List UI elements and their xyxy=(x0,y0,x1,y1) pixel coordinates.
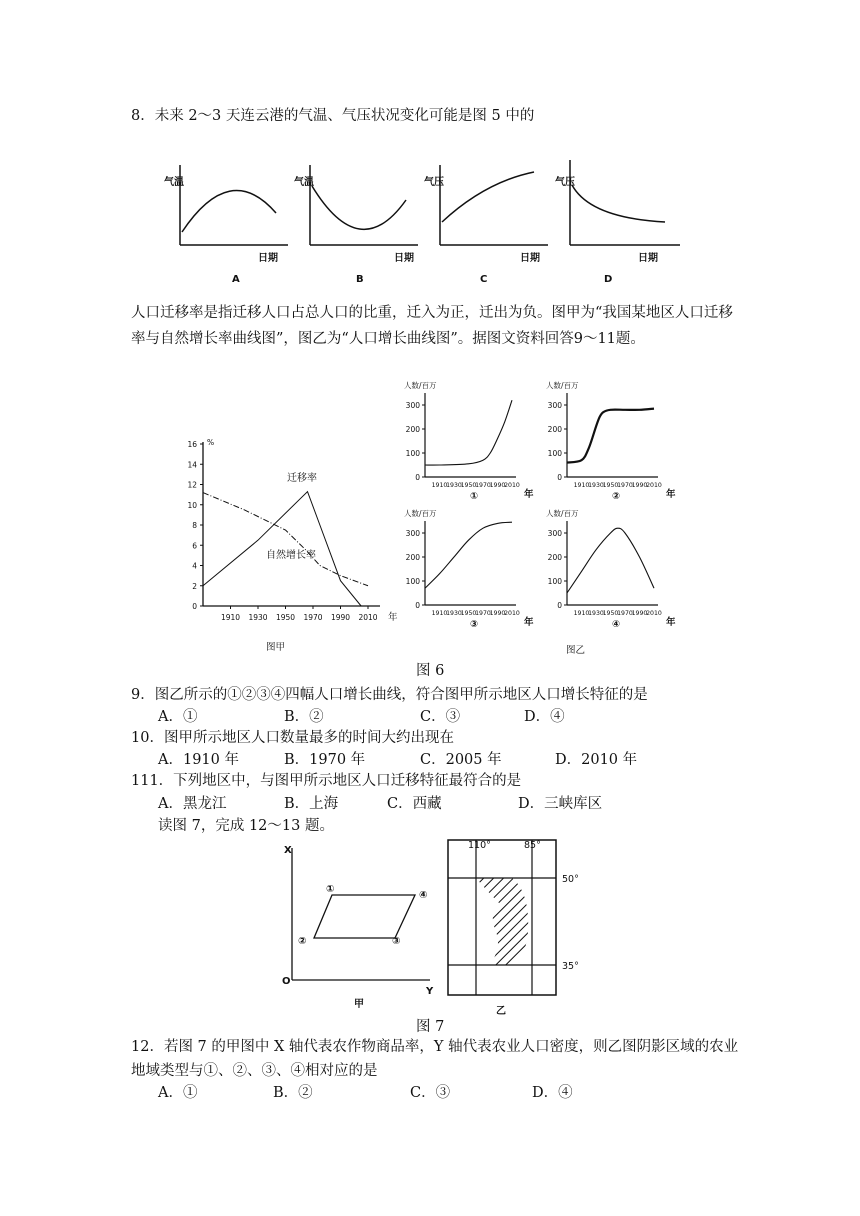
q8-chart-b-tag: B xyxy=(356,274,364,285)
yi-ylabel: 人数/百万 xyxy=(546,509,579,518)
q9-stem: 9．图乙所示的①②③④四幅人口增长曲线，符合图甲所示地区人口增长特征的是 xyxy=(131,687,648,703)
q8-chart-b xyxy=(294,165,418,285)
read-fig7: 读图 7，完成 12～13 题。 xyxy=(158,818,334,834)
yi-ytick-label: 100 xyxy=(547,577,562,586)
jia-ytick-label: 2 xyxy=(192,581,197,591)
q12-option-b: B．② xyxy=(273,1085,313,1101)
fig7-point-3: ③ xyxy=(392,936,401,947)
natural-growth-line xyxy=(203,493,368,586)
jia-ytick-label: 14 xyxy=(187,460,197,470)
yi-xtick-label: 1910 xyxy=(573,610,590,617)
yi-xtick-label: 1930 xyxy=(588,482,604,489)
yi-xtick-label: 1990 xyxy=(489,482,506,489)
q8-chart-c-tag: C xyxy=(480,274,488,285)
q12-option-c: C．③ xyxy=(410,1085,451,1101)
yi-ytick-label: 300 xyxy=(405,529,420,538)
yi-xtick-label: 2010 xyxy=(646,610,662,617)
yi-xtick-label: 1910 xyxy=(431,482,448,489)
yi-xunit: 年 xyxy=(524,617,534,628)
yi-panel-number: ① xyxy=(469,491,479,502)
fig6-yi-chart xyxy=(398,375,708,665)
fig7-point-4: ④ xyxy=(419,890,428,901)
yi-xtick-label: 1990 xyxy=(631,482,648,489)
fig7-point-2: ② xyxy=(298,936,307,947)
q8-chart-c-ylabel: 气压 xyxy=(424,177,444,188)
q9-option-b: B．② xyxy=(284,709,324,725)
fig7-lat-50: 50° xyxy=(562,874,579,885)
yi-ytick-label: 100 xyxy=(547,449,562,458)
q8-chart-d-ylabel: 气压 xyxy=(555,177,575,188)
yi-ylabel: 人数/百万 xyxy=(546,381,579,390)
yi-curve-3 xyxy=(425,522,512,588)
jia-xtick-label: 1990 xyxy=(330,613,351,622)
q8-chart-b-ylabel: 气温 xyxy=(294,177,314,188)
jia-xunit: 年 xyxy=(388,612,398,623)
yi-ytick-label: 200 xyxy=(405,425,420,434)
yi-ytick-label: 0 xyxy=(415,473,420,482)
q11-stem: 111．下列地区中，与图甲所示地区人口迁移特征最符合的是 xyxy=(131,773,522,789)
q8-chart-a-tag: A xyxy=(232,274,240,285)
yi-ytick-label: 300 xyxy=(547,529,562,538)
yi-ytick-label: 0 xyxy=(415,601,420,610)
yi-curve-4 xyxy=(567,528,654,593)
q9-option-d: D．④ xyxy=(524,709,565,725)
natural-growth-label: 自然增长率 xyxy=(266,550,316,561)
jia-ytick-label: 10 xyxy=(187,500,197,510)
q11-option-d: D．三峡库区 xyxy=(518,796,603,812)
yi-xtick-label: 1970 xyxy=(617,482,633,489)
fig7-shaded-region xyxy=(476,878,528,965)
jia-xtick-label: 1930 xyxy=(248,613,268,622)
fig7-point-1: ① xyxy=(326,884,335,895)
q10-option-d: D．2010 年 xyxy=(555,752,638,768)
intro-paragraph: 人口迁移率是指迁移人口占总人口的比重，迁入为正，迁出为负。图甲为“我国某地区人口迁移率与自然增长率曲线图”，图乙为“人口增长曲线图”。据图文资料回答9～11题。 xyxy=(131,305,733,347)
q12-stem: 12．若图 7 的甲图中 X 轴代表农作物商品率，Y 轴代表农业人口密度，则乙图阴影区域的农业地域类型与①、②、③、④相对应的是 xyxy=(131,1039,739,1079)
jia-ytick-label: 6 xyxy=(192,541,197,551)
yi-xtick-label: 1970 xyxy=(475,482,491,489)
yi-xtick-label: 1950 xyxy=(460,610,477,617)
jia-ytick-label: 0 xyxy=(192,602,197,611)
yi-ytick-label: 200 xyxy=(405,553,420,562)
yi-panel-number: ② xyxy=(611,491,621,502)
q8-chart-d-tag: D xyxy=(604,274,613,285)
yi-xtick-label: 2010 xyxy=(504,610,520,617)
jia-ytick-label: 4 xyxy=(192,561,197,571)
q11-option-b: B．上海 xyxy=(284,796,339,812)
q10-option-a: A．1910 年 xyxy=(158,752,239,768)
yi-xtick-label: 1910 xyxy=(431,610,448,617)
fig6-jia-chart xyxy=(170,432,410,652)
fig7-y-label: Y xyxy=(426,986,434,997)
q8-chart-a-xlabel: 日期 xyxy=(258,253,278,264)
q8-chart-a-ylabel: 气温 xyxy=(164,177,184,188)
yi-xtick-label: 1990 xyxy=(631,610,648,617)
yi-xtick-label: 1910 xyxy=(573,482,590,489)
yi-ytick-label: 100 xyxy=(405,577,420,586)
q10-option-b: B．1970 年 xyxy=(284,752,366,768)
fig7-yi-title: 乙 xyxy=(496,1006,506,1017)
fig6-yi-title: 图乙 xyxy=(566,645,586,656)
yi-ytick-label: 0 xyxy=(557,473,562,482)
q9-option-a: A．① xyxy=(158,709,198,725)
fig6-jia-title: 图甲 xyxy=(266,642,286,653)
q8-stem: 8．未来 2～3 天连云港的气温、气压状况变化可能是图 5 中的 xyxy=(131,108,535,124)
fig6-caption: 图 6 xyxy=(416,663,445,679)
q11-option-c: C．西藏 xyxy=(387,796,442,812)
jia-ytick-label: 16 xyxy=(187,440,197,449)
q12-option-d: D．④ xyxy=(532,1085,573,1101)
jia-xtick-label: 2010 xyxy=(358,613,378,622)
fig7-yi xyxy=(440,832,590,1017)
yi-xtick-label: 1990 xyxy=(489,610,506,617)
jia-yunit: % xyxy=(207,438,215,447)
fig7-x-label: X xyxy=(284,845,292,856)
yi-ytick-label: 200 xyxy=(547,425,562,434)
jia-xtick-label: 1950 xyxy=(275,613,296,622)
yi-xtick-label: 2010 xyxy=(504,482,520,489)
fig7-jia-title: 甲 xyxy=(354,999,364,1010)
yi-ylabel: 人数/百万 xyxy=(404,509,437,518)
yi-xunit: 年 xyxy=(524,489,534,500)
yi-xtick-label: 1950 xyxy=(602,482,619,489)
yi-xtick-label: 1930 xyxy=(588,610,604,617)
jia-ytick-label: 12 xyxy=(187,480,197,490)
q11-option-a: A．黑龙江 xyxy=(158,796,227,812)
jia-ytick-label: 8 xyxy=(192,521,197,530)
q8-chart-d-xlabel: 日期 xyxy=(638,253,658,264)
yi-panel-1 xyxy=(404,380,534,502)
yi-xtick-label: 1950 xyxy=(460,482,477,489)
yi-ytick-label: 100 xyxy=(405,449,420,458)
fig7-caption: 图 7 xyxy=(416,1019,445,1035)
fig7-jia xyxy=(270,838,440,1008)
yi-xtick-label: 1950 xyxy=(602,610,619,617)
fig7-parallelogram xyxy=(314,895,415,938)
jia-xtick-label: 1910 xyxy=(220,613,241,622)
yi-xtick-label: 1930 xyxy=(446,482,462,489)
yi-panel-3 xyxy=(404,508,534,630)
migration-line xyxy=(203,492,361,606)
q12-option-a: A．① xyxy=(158,1085,198,1101)
fig7-lat-35: 35° xyxy=(562,961,579,972)
q8-chart-c-xlabel: 日期 xyxy=(520,253,540,264)
yi-ytick-label: 0 xyxy=(557,601,562,610)
yi-curve-2 xyxy=(567,409,654,463)
migration-label: 迁移率 xyxy=(287,473,317,484)
yi-panel-2 xyxy=(546,380,676,502)
q10-stem: 10．图甲所示地区人口数量最多的时间大约出现在 xyxy=(131,730,454,746)
yi-xtick-label: 2010 xyxy=(646,482,662,489)
yi-ytick-label: 300 xyxy=(547,401,562,410)
q10-option-c: C．2005 年 xyxy=(420,752,502,768)
q8-charts xyxy=(0,150,860,310)
yi-panel-4 xyxy=(546,508,676,630)
yi-ytick-label: 300 xyxy=(405,401,420,410)
fig7-lon-110: 110° xyxy=(468,840,491,851)
yi-ylabel: 人数/百万 xyxy=(404,381,437,390)
jia-xtick-label: 1970 xyxy=(303,613,323,622)
yi-panel-number: ④ xyxy=(611,619,621,630)
yi-curve-1 xyxy=(425,400,512,465)
fig7-origin-label: O xyxy=(282,976,291,987)
yi-xunit: 年 xyxy=(666,617,676,628)
q8-chart-a xyxy=(164,165,288,285)
yi-xtick-label: 1930 xyxy=(446,610,462,617)
yi-xtick-label: 1970 xyxy=(617,610,633,617)
q8-chart-d xyxy=(555,160,680,285)
q9-option-c: C．③ xyxy=(420,709,461,725)
yi-ytick-label: 200 xyxy=(547,553,562,562)
q8-chart-b-xlabel: 日期 xyxy=(394,253,414,264)
yi-xtick-label: 1970 xyxy=(475,610,491,617)
fig7-lon-85: 85° xyxy=(524,840,541,851)
yi-panel-number: ③ xyxy=(469,619,479,630)
yi-xunit: 年 xyxy=(666,489,676,500)
q8-chart-c xyxy=(424,165,548,285)
